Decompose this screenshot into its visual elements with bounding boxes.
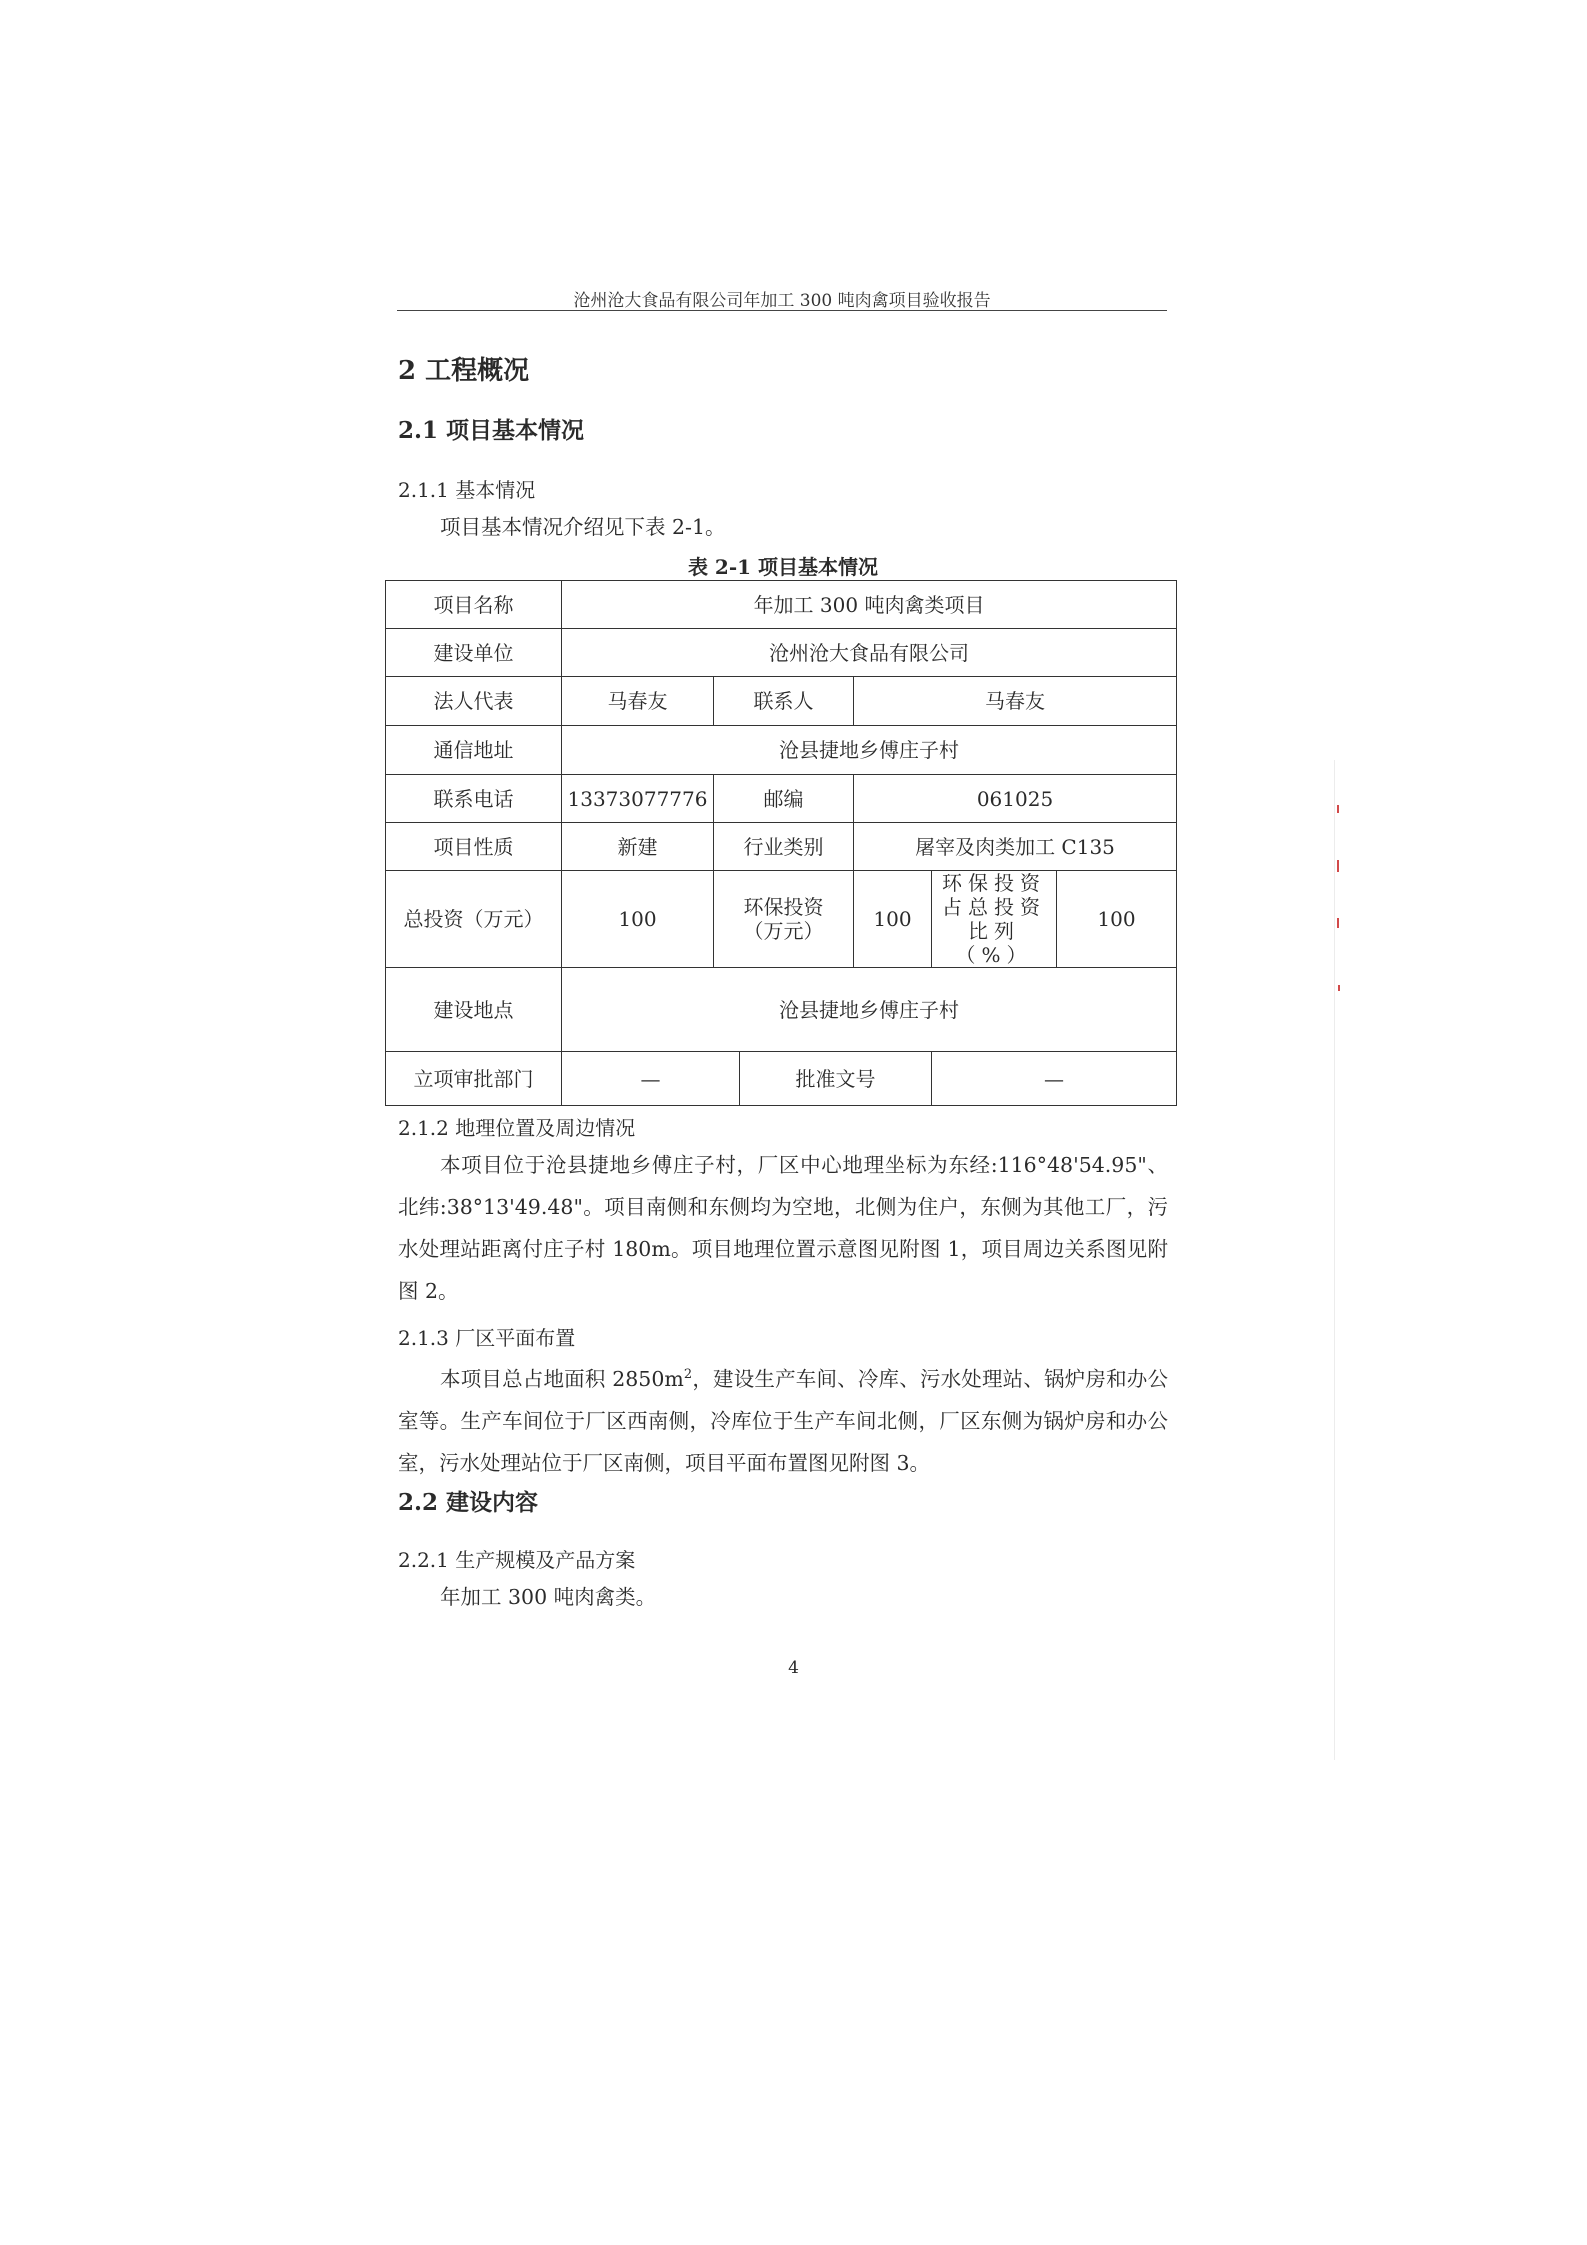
env-ratio-value: 100 xyxy=(1057,871,1177,968)
scan-mark xyxy=(1337,860,1339,872)
site-label: 建设地点 xyxy=(386,968,562,1052)
legal-rep-value: 马春友 xyxy=(562,677,714,726)
header-rule xyxy=(397,310,1167,311)
phone-label: 联系电话 xyxy=(386,775,562,823)
table-row xyxy=(386,823,1177,871)
scan-edge-shadow xyxy=(1334,760,1335,1760)
subsection-2-1-3-title: 2.1.3 厂区平面布置 xyxy=(398,1326,576,1350)
address-value: 沧县捷地乡傅庄子村 xyxy=(562,726,1177,775)
phone-value: 13373077776 xyxy=(562,775,714,823)
layout-text-part1: 本项目总占地面积 2850m xyxy=(440,1366,684,1391)
contact-value: 马春友 xyxy=(854,677,1177,726)
intro-paragraph: 项目基本情况介绍见下表 2-1。 xyxy=(440,515,726,539)
contact-label: 联系人 xyxy=(714,677,854,726)
table-row xyxy=(386,726,1177,775)
area-unit-superscript: 2 xyxy=(683,1367,693,1382)
nature-label: 项目性质 xyxy=(386,823,562,871)
table-caption: 表 2-1 项目基本情况 xyxy=(687,555,879,579)
project-name-value: 年加工 300 吨肉禽类项目 xyxy=(562,581,1177,629)
scale-paragraph: 年加工 300 吨肉禽类。 xyxy=(440,1585,657,1609)
table-row xyxy=(386,871,1177,968)
address-label: 通信地址 xyxy=(386,726,562,775)
builder-label: 建设单位 xyxy=(386,629,562,677)
section-2-1-title: 2.1 项目基本情况 xyxy=(398,417,585,444)
subsection-2-1-2-title: 2.1.2 地理位置及周边情况 xyxy=(398,1116,636,1140)
env-ratio-label xyxy=(932,871,1057,968)
running-header: 沧州沧大食品有限公司年加工 300 吨肉禽项目验收报告 xyxy=(573,291,991,311)
table-row xyxy=(386,1052,1177,1106)
env-invest-label-line1: 环保投资 xyxy=(743,895,824,919)
industry-value: 屠宰及肉类加工 C135 xyxy=(854,823,1177,871)
approval-no-value: — xyxy=(932,1052,1177,1106)
subsection-2-1-1-title: 2.1.1 基本情况 xyxy=(398,478,536,502)
table-row xyxy=(386,629,1177,677)
scan-mark xyxy=(1337,918,1339,928)
env-ratio-label-line2: 占总投资 xyxy=(942,895,1046,919)
total-invest-value: 100 xyxy=(562,871,714,968)
project-info-table xyxy=(385,580,1177,1106)
builder-value: 沧州沧大食品有限公司 xyxy=(562,629,1177,677)
total-invest-label: 总投资（万元） xyxy=(386,871,562,968)
layout-text-part2: ，建设生产车间、冷库、污水处理站、锅炉房和办公室等。生产车间位于厂区西南侧，冷库位于生产车间北侧，厂区东侧为锅炉房和办公室，污水处理站位于厂区南侧，项目平面布置图见附图 3。 xyxy=(398,1366,1168,1475)
nature-value: 新建 xyxy=(562,823,714,871)
table-row xyxy=(386,581,1177,629)
env-invest-label xyxy=(714,871,854,968)
approval-dept-label: 立项审批部门 xyxy=(386,1052,562,1106)
section-2-title: 2 工程概况 xyxy=(398,356,530,386)
env-invest-value: 100 xyxy=(854,871,932,968)
legal-rep-label: 法人代表 xyxy=(386,677,562,726)
project-name-label: 项目名称 xyxy=(386,581,562,629)
industry-label: 行业类别 xyxy=(714,823,854,871)
env-invest-label-line2: （万元） xyxy=(743,919,824,943)
layout-paragraph xyxy=(398,1354,1168,1484)
section-2-2-title: 2.2 建设内容 xyxy=(398,1489,539,1516)
page-number: 4 xyxy=(788,1658,799,1678)
site-value: 沧县捷地乡傅庄子村 xyxy=(562,968,1177,1052)
scan-mark xyxy=(1337,805,1339,813)
scan-mark xyxy=(1338,985,1340,991)
approval-no-label: 批准文号 xyxy=(740,1052,932,1106)
env-ratio-label-line1: 环保投资 xyxy=(942,871,1046,895)
table-row xyxy=(386,677,1177,726)
table-row xyxy=(386,968,1177,1052)
location-paragraph: 本项目位于沧县捷地乡傅庄子村，厂区中心地理坐标为东经:116°48'54.95"、北纬:38°13'49.48"。项目南侧和东侧均为空地，北侧为住户，东侧为其他工厂，污水处理站距离付庄子村 180m。项目地理位置示意图见附图 1，项目周边关系图见附图 2。 xyxy=(398,1153,1168,1303)
table-row xyxy=(386,775,1177,823)
env-ratio-label-line3: 比列（%） xyxy=(955,919,1033,967)
approval-dept-value: — xyxy=(562,1052,740,1106)
postcode-label: 邮编 xyxy=(714,775,854,823)
postcode-value: 061025 xyxy=(854,775,1177,823)
subsection-2-2-1-title: 2.2.1 生产规模及产品方案 xyxy=(398,1548,636,1572)
